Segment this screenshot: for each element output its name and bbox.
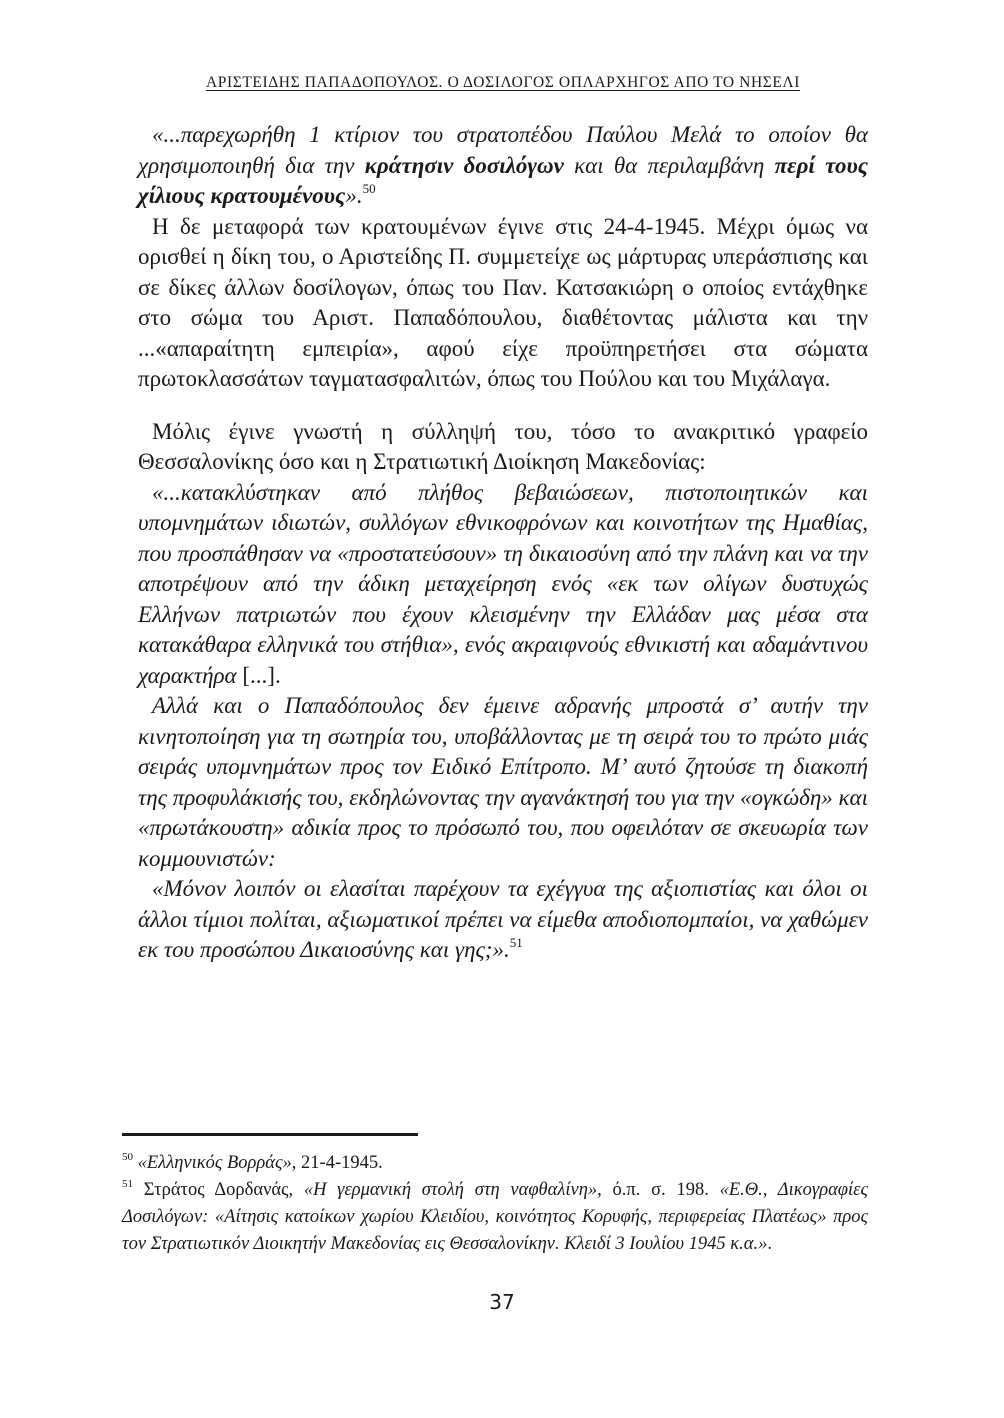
quote-text: και θα περιλαμβάνη <box>563 152 775 178</box>
paragraph-2: Η δε μεταφορά των κρατουμένων έγινε στις 24-4-1945. Μέχρι όμως να ορισθεί η δίκη του, ο Αριστείδης Π. συμμετείχε ως μάρτυρας υπεράσπισης και σε δίκες άλλων δοσίλογων, όπως του Παν. Κατσακιώρη ο οποίος εντάχθηκε στο σώμα του Αριστ. Παπαδόπουλου, διαθέτοντας μάλιστα και την ...«απαραίτητη εμπειρία», αφού είχε προϋπηρετήσει στα σώματα πρωτοκλασσάτων ταγματασφαλιτών, όπως του Πούλου και του Μιχάλαγα. <box>138 213 868 391</box>
paragraph-3: Μόλις έγινε γνωστή η σύλληψή του, τόσο το ανακριτικό γραφείο Θεσσαλονίκης όσο και η Στρατιωτική Διοίκηση Μακεδονίας: <box>138 418 868 474</box>
quote-text: «...κατακλύστηκαν από πλήθος βεβαιώσεων, πιστοποιητικών και υπομνημάτων ιδιωτών, συλλόγων εθνικοφρόνων και κοινοτήτων της Ημαθίας, που προσπάθησαν να «προστατεύσουν» τη δικαιοσύνη από την πλάνη και να την αποτρέψουν από την άδικη μεταχείρηση ενός «εκ των ολίγων δυστυχώς Ελλήνων πατριωτών που έχουν κλεισμένην την Ελλάδαν μας μέσα στα κατακάθαρα ελληνικά του στήθια», ενός ακραιφνούς εθνικιστή και αδαμάντινου χαρακτήρα <box>138 479 868 688</box>
footnote-text: , 21-4-1945. <box>291 1153 383 1173</box>
footnote-source: «Ελληνικός Βορράς» <box>137 1153 292 1173</box>
quote-text: «Μόνον λοιπόν οι ελασίται παρέχουν τα εχέγγυα της αξιοπιστίας και όλοι οι άλλοι τίμιοι πολίται, αξιωματικοί πρέπει να είμεθα αποδιοπομπαίοι, να χαθώμεν εκ του προσώπου Δικαιοσύνης και γης;». <box>138 876 868 962</box>
paragraph-5: Αλλά και ο Παπαδόπουλος δεν έμεινε αδρανής μπροστά σ’ αυτήν την κινητοποίηση για τη σωτηρία του, υποβάλλοντας με τη σειρά του το πρώτο μιάς σειράς υπομνημάτων προς τον Ειδικό Επίτροπο. Μ’ αυτό ζητούσε τη διακοπή της προφυλάκισής του, εκδηλώνοντας την αγανάκτησή του για την «ογκώδη» και «πρωτάκουστη» αδικία προς το πρόσωπό του, που οφειλόταν σε σκευωρία των κομμουνιστών: <box>138 693 868 871</box>
footnote-ref-50[interactable]: 50 <box>362 181 376 196</box>
footnote-source: «Η γερμανική στολή στη ναφθαλίνη» <box>303 1180 598 1200</box>
footnote-text: , ό.π. σ. 198. <box>597 1180 720 1200</box>
quote-text: «...παρεχωρήθη 1 κτίριον του στρατοπέδου Παύλου Μελά το οποίον θα χρησιμοποιηθή δια την <box>138 122 868 178</box>
quote-paragraph-6 <box>138 874 868 966</box>
footnote-text: Στράτος Δορδανάς, <box>143 1180 304 1200</box>
main-text <box>138 120 868 966</box>
footnotes <box>122 1150 868 1258</box>
page-number: 37 <box>489 1290 515 1314</box>
footnote-ref-51[interactable]: 51 <box>509 935 523 950</box>
footnote-number: 51 <box>122 1178 133 1190</box>
footnote-separator <box>122 1133 418 1136</box>
running-header: ΑΡΙΣΤΕΙΔΗΣ ΠΑΠΑΔΟΠΟΥΛΟΣ. Ο ΔΟΣΙΛΟΓΟΣ ΟΠΛΑΡΧΗΓΟΣ ΑΠΟ ΤΟ ΝΗΣΕΛΙ <box>205 74 801 91</box>
footnote-text: . <box>767 1234 772 1254</box>
footnote-50 <box>122 1150 868 1177</box>
ellipsis-text: [...]. <box>236 662 281 688</box>
footnote-number: 50 <box>122 1151 133 1163</box>
quote-paragraph-4 <box>138 478 868 692</box>
quote-paragraph-1 <box>138 120 868 212</box>
footnote-51 <box>122 1177 868 1258</box>
emphasis-text: κράτησιν δοσιλόγων <box>364 152 564 178</box>
footnote-source: «Ε.Θ., Δικογραφίες Δοσιλόγων: «Αίτησις κατοίκων χωρίου Κλειδίου, κοινότητος Κορυφής, περιφερείας Πλατέως» προς τον Στρατιωτικόν Διοικητήν Μακεδονίας εις Θεσσαλονίκην. Κλειδί 3 Ιουλίου 1945 κ.α.» <box>122 1180 868 1254</box>
quote-text: ». <box>345 183 363 208</box>
emphasis-text: περί τους χίλιους κρατουμένους <box>138 152 868 208</box>
